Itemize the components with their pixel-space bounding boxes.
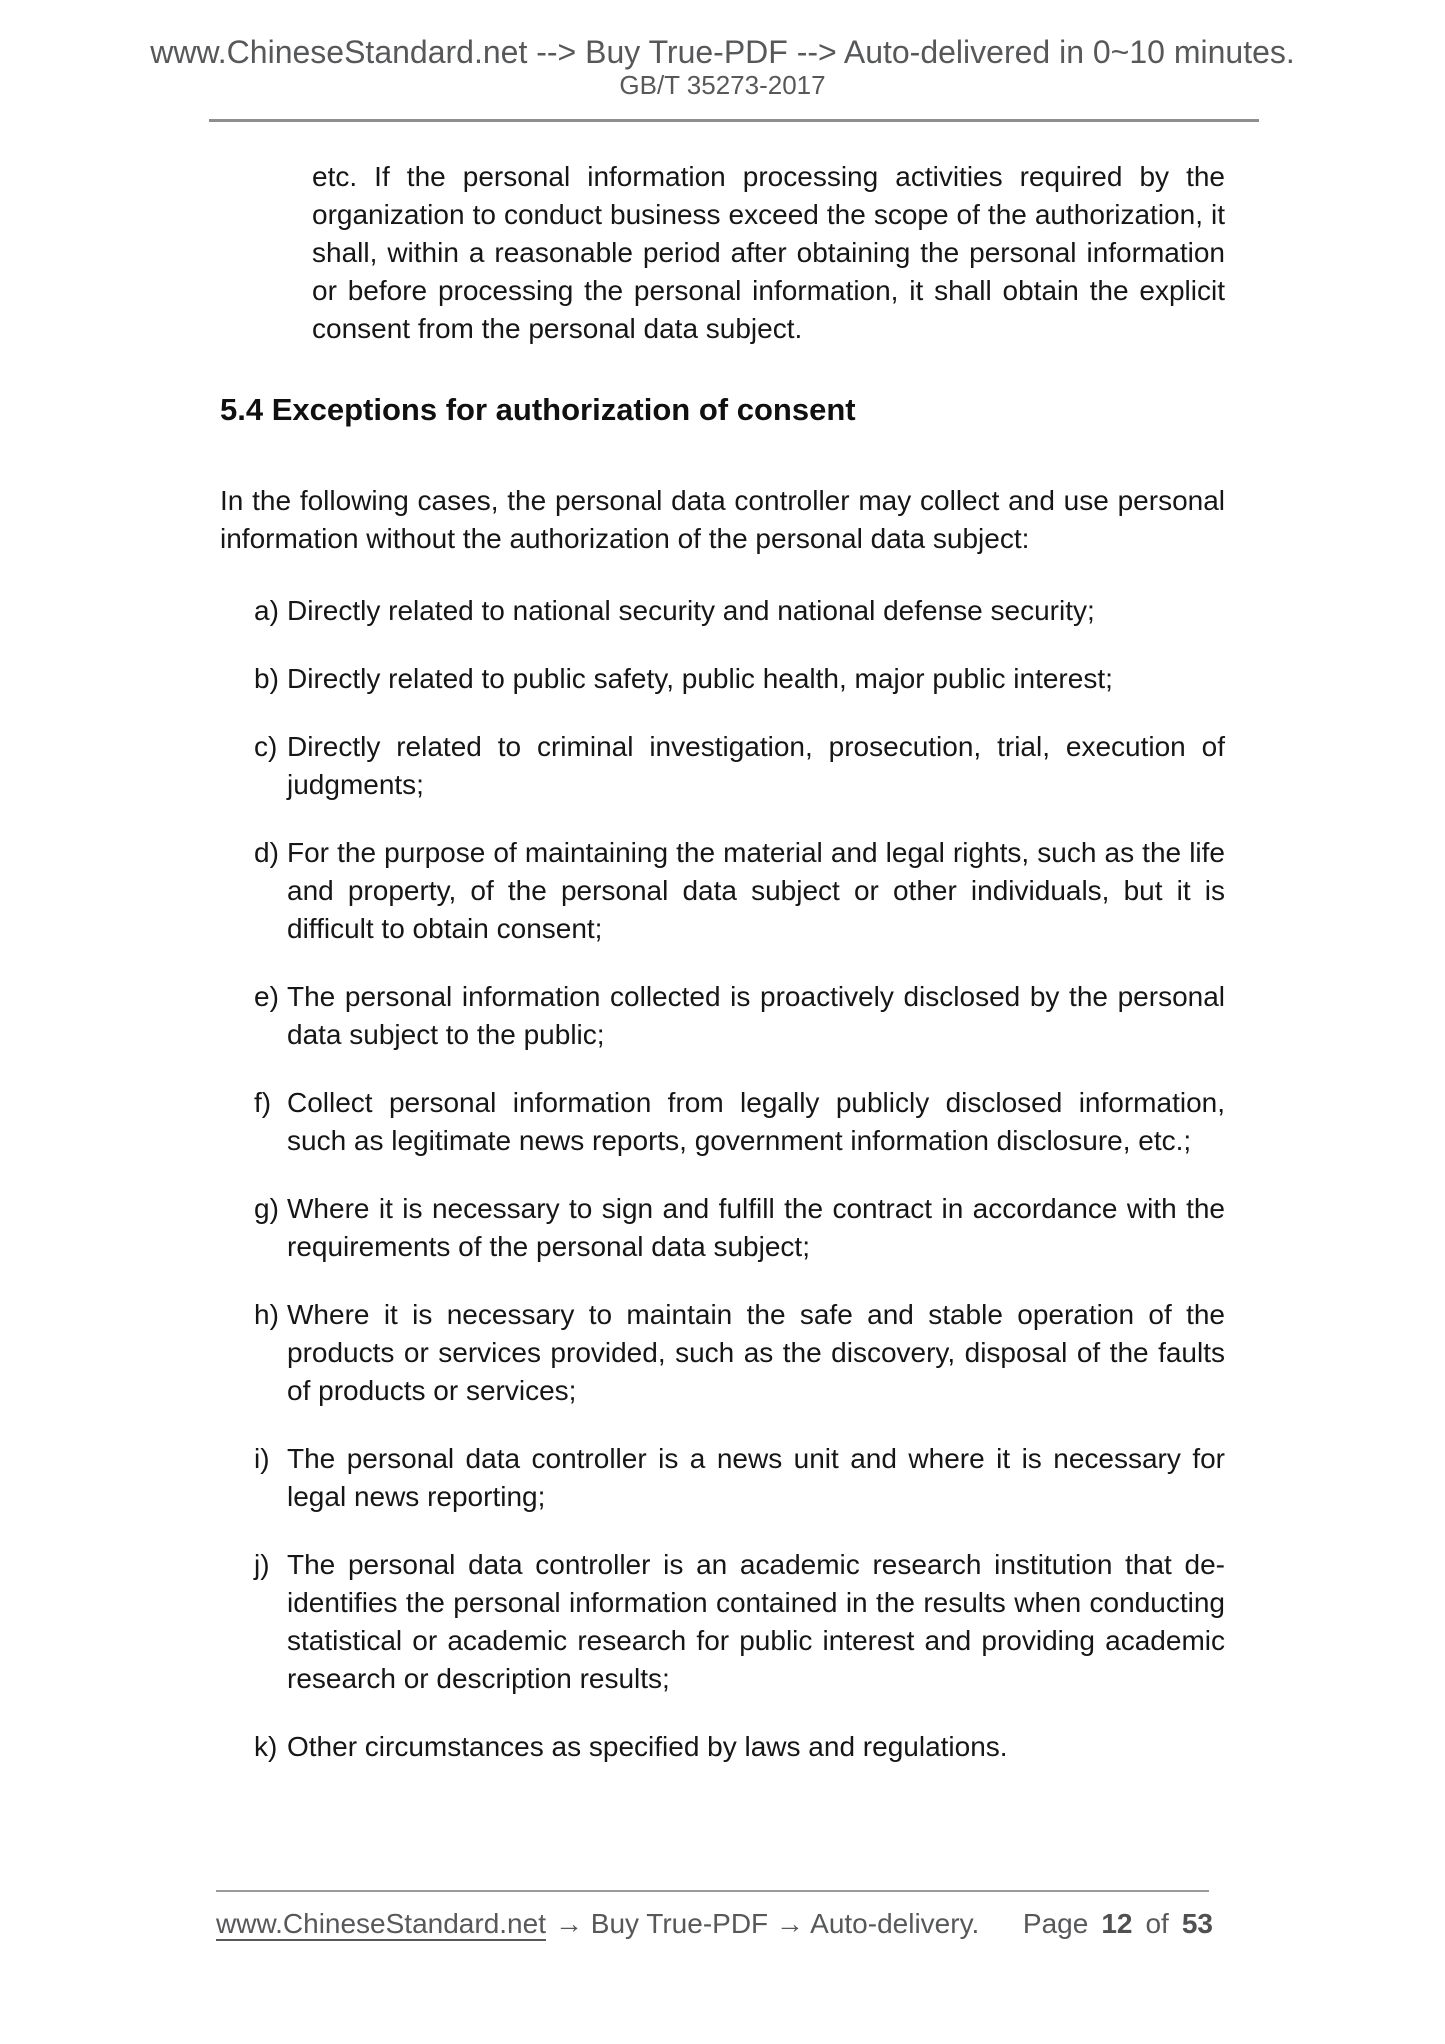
list-item <box>220 1296 1225 1410</box>
list-item-text: Where it is necessary to maintain the safe and stable operation of the products or services provided, such as the discovery, disposal of the faults of products or services; <box>287 1299 1225 1406</box>
list-item <box>220 978 1225 1054</box>
list-item <box>220 1546 1225 1698</box>
section-heading: 5.4 Exceptions for authorization of consent <box>220 392 856 427</box>
list-item-marker: h) <box>254 1299 279 1330</box>
list-item-marker: d) <box>254 837 279 868</box>
standard-code: GB/T 35273-2017 <box>619 70 826 100</box>
footer-rule <box>216 1890 1209 1892</box>
page-total: 53 <box>1181 1908 1213 1939</box>
list-item <box>220 660 1225 698</box>
list-item-marker: j) <box>254 1549 270 1580</box>
page-label: Page <box>1022 1908 1089 1939</box>
page-indicator <box>1023 1905 1213 1943</box>
footer-tagline: → Buy True-PDF → Auto-delivery. <box>554 1908 980 1939</box>
list-item-marker: b) <box>254 663 279 694</box>
footer-left <box>216 1905 979 1943</box>
list-item-text: The personal data controller is a news unit and where it is necessary for legal news reporting; <box>287 1443 1225 1512</box>
list-item-marker: a) <box>254 595 279 626</box>
list-item <box>220 592 1225 630</box>
list-item-text: The personal information collected is proactively disclosed by the personal data subject to the public; <box>287 981 1225 1050</box>
intro-paragraph: etc. If the personal information processing activities required by the organization to conduct business exceed the scope of the authorization, it shall, within a reasonable period after obtaining the personal information or before processing the personal information, it shall obtain the explicit consent from the personal data subject. <box>312 161 1225 344</box>
header-promo-text: www.ChineseStandard.net --> Buy True-PDF --> Auto-delivered in 0~10 minutes. <box>150 34 1295 70</box>
list-item-text: Where it is necessary to sign and fulfill the contract in accordance with the requirements of the personal data subject; <box>287 1193 1225 1262</box>
list-item <box>220 728 1225 804</box>
list-item-text: Collect personal information from legally publicly disclosed information, such as legitimate news reports, government information disclosure, etc.; <box>287 1087 1225 1156</box>
page-current: 12 <box>1101 1908 1133 1939</box>
list-item-marker: e) <box>254 981 279 1012</box>
list-item-marker: i) <box>254 1443 270 1474</box>
list-item-text: Directly related to criminal investigation, prosecution, trial, execution of judgments; <box>287 731 1225 800</box>
list-item-text: Directly related to public safety, public health, major public interest; <box>287 663 1113 694</box>
list-item-marker: g) <box>254 1193 279 1224</box>
header-rule <box>209 119 1259 122</box>
footer-site-link[interactable]: www.ChineseStandard.net <box>216 1908 546 1939</box>
document-body <box>220 158 1225 1766</box>
list-item <box>220 1440 1225 1516</box>
list-item-marker: k) <box>254 1731 278 1762</box>
page-footer <box>216 1905 1213 1943</box>
list-item <box>220 1084 1225 1160</box>
list-item-text: Other circumstances as specified by laws and regulations. <box>287 1731 1008 1762</box>
page-header <box>0 34 1445 100</box>
list-item-marker: f) <box>254 1087 272 1118</box>
list-item-marker: c) <box>254 731 278 762</box>
page-of-label: of <box>1145 1908 1169 1939</box>
list-item-text: Directly related to national security and national defense security; <box>287 595 1095 626</box>
list-item-text: The personal data controller is an academic research institution that de-identifies the personal information contained in the results when conducting statistical or academic research for public interest and providing academic research or description results; <box>287 1549 1225 1694</box>
list-item-text: For the purpose of maintaining the material and legal rights, such as the life and property, of the personal data subject or other individuals, but it is difficult to obtain consent; <box>287 837 1225 944</box>
section-intro-paragraph: In the following cases, the personal data controller may collect and use personal information without the authorization of the personal data subject: <box>220 485 1225 554</box>
list-item <box>220 1728 1225 1766</box>
list-item <box>220 834 1225 948</box>
list-item <box>220 1190 1225 1266</box>
